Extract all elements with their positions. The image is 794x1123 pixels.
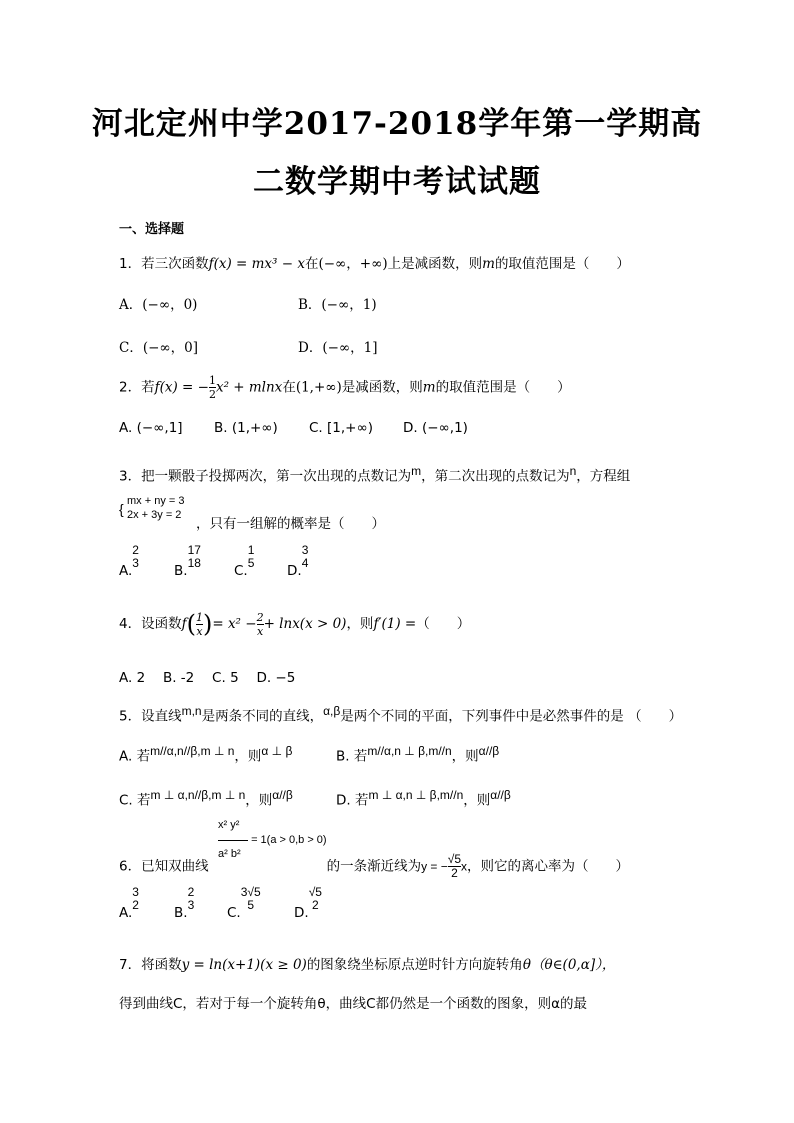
q5-option-a [119,744,292,765]
q5-b-label: B. 若 [336,748,368,765]
question-7-line-2: 得到曲线C，若对于每一个旋转角θ，曲线C都仍然是一个函数的图象，则α的最 [119,996,588,1012]
title-line-1: 河北定州中学2017-2018学年第一学期高 [91,106,703,142]
q6-post: ，则它的离心率为（ ） [467,858,630,875]
q6-option-c [227,885,261,921]
q3-c-d: 5 [247,556,255,570]
q5-option-b [336,744,499,765]
question-3 [119,464,630,485]
q3-b-n: 17 [187,543,201,557]
q3-line2: ，只有一组解的概率是（ ） [196,516,385,532]
q5-b-cond: m//α,n ⊥ β,m//n [367,744,452,758]
q2-fraction [209,374,216,401]
q1-mid: 在 [304,256,319,272]
q1-func: f(x) = mx³ − x [208,256,305,272]
q3-option-c-label: C. [234,563,248,579]
q4-func: f [181,616,187,632]
q6-c-d: 5 [247,898,255,912]
q6-b-frac [188,886,195,912]
q6-c-frac [241,886,261,912]
q6-a-label: A. [119,905,133,921]
q5-d-mid: ，则 [463,792,491,809]
q5-option-c [119,788,293,809]
q4-arg-frac [196,611,203,638]
question-1 [119,252,630,272]
q6-hyper-mid-row [218,833,343,847]
q2-interval: (1,+∞) [295,379,342,396]
q4-options: A. 2 B. -2 C. 5 D. −5 [119,670,296,686]
q1-option-b: B．(−∞，1) [298,297,377,313]
question-7 [119,953,615,973]
q1-option-d: D．(−∞，1] [298,340,378,356]
q3-n: n [569,464,577,478]
q6-b-d: 3 [187,898,195,912]
q7-mid: 的图象绕坐标原点逆时针方向旋转角 [306,957,523,973]
q6-asym: y = − [421,859,448,874]
q2-func-right: x² + mlnx [215,379,283,396]
q6-d-frac [309,886,322,912]
q2-post: 是减函数，则 [341,379,423,396]
q5-mid: 是两条不同的直线， [201,708,324,725]
q3-option-c [234,543,255,579]
q6-frac-bar [218,840,248,841]
q2-mid: 在 [282,379,296,396]
q4-rhs2: + lnx(x > 0) [263,616,347,632]
question-6 [119,853,629,880]
q4-paren-open: ( [186,610,196,638]
q4-rhs-n: 2 [256,610,264,624]
q6-option-a [119,885,139,921]
q1-end: 的取值范围是（ ） [494,256,630,272]
question-5 [119,704,682,725]
q6-a-frac [132,886,139,912]
q6-asym-d: 2 [448,866,461,880]
q2-option-b: B. (1,+∞) [214,420,278,436]
q3-brace: { [119,501,124,517]
q1-option-a: A．(−∞，0) [119,297,198,313]
q1-interval: (−∞，+∞) [318,256,388,272]
q2-func-left: f(x) = − [154,379,209,396]
q6-d-n: √5 [308,885,322,899]
q6-option-b [174,885,195,921]
q4-post: ，则 [346,616,374,632]
q3-c-n: 1 [247,543,255,557]
q7-func: y = ln(x+1)(x ≥ 0) [181,957,307,973]
q4-rhs-d: x [256,624,264,638]
q2-frac-d: 2 [208,388,216,401]
q6-hyper-mid: = 1(a > 0,b > 0) [251,834,327,846]
q6-c-label: C. [227,905,241,921]
q1-pre: 1．若三次函数 [119,256,209,272]
q5-b-mid: ，则 [451,748,479,765]
q2-option-c: C. [1,+∞) [309,420,373,436]
q3-option-a [119,543,139,579]
q3-option-c-frac [248,544,255,570]
q3-a-n: 2 [132,543,139,557]
q3-option-a-label: A. [119,563,133,579]
q5-mn: m,n [181,704,202,718]
q5-a-mid: ，则 [234,748,262,765]
question-4 [119,610,470,638]
q3-option-d-label: D. [287,563,302,579]
q5-ab: α,β [323,704,341,718]
q1-post: 上是减函数，则 [387,256,483,272]
q2-var: m [422,379,436,396]
q6-d-label: D. [294,905,309,921]
q5-c-cond: m ⊥ α,n//β,m ⊥ n [150,788,246,802]
q4-deriv: f′(1) = [373,616,417,632]
q1-option-c: C．(−∞，0] [119,340,199,356]
q5-d-res: α//β [490,788,511,802]
q5-a-res: α ⊥ β [261,744,293,758]
q5-pre: 5．设直线 [119,708,182,725]
q2-frac-n: 1 [208,374,216,387]
q6-mid: 的一条渐近线为 [326,858,422,875]
q3-line1c: ，方程组 [576,468,631,485]
q5-a-label: A. 若 [119,748,151,765]
q6-a-n: 3 [132,885,139,899]
q3-option-a-frac [132,544,139,570]
q3-option-b-label: B. [174,563,188,579]
q3-b-d: 18 [187,556,201,570]
q3-eq2: 2x + 3y = 2 [127,509,182,521]
q4-pre: 4．设函数 [119,616,182,632]
q4-rhs-frac [257,611,264,638]
q5-d-label: D. 若 [336,792,369,809]
q3-d-n: 3 [301,543,309,557]
q4-arg-d: x [196,624,203,638]
q3-option-d-frac [302,544,309,570]
q4-rhs1: = x² − [212,616,257,632]
q6-a-d: 2 [132,898,139,912]
q6-asym-frac [448,853,461,880]
q6-asym-n: √5 [447,852,462,866]
q2-option-d: D. (−∞,1) [403,420,468,436]
q3-option-d [287,543,309,579]
q2-pre: 2．若 [119,379,155,396]
q5-c-label: C. 若 [119,792,151,809]
q3-equation-system [119,494,184,522]
q6-option-d [294,885,322,921]
title-line-2: 二数学期中考试试题 [253,164,541,200]
q6-b-label: B. [174,905,188,921]
q3-option-b [174,543,201,579]
q4-paren-close: ) [202,610,213,638]
q6-asym-x: x [461,859,468,874]
q6-b-n: 2 [187,885,195,899]
q4-end: （ ） [416,616,471,632]
q1-var: m [482,256,495,272]
q6-d-d: 2 [311,898,319,912]
q2-option-a: A. (−∞,1] [119,420,183,436]
q5-option-d [336,788,511,809]
q3-eq1: mx + ny = 3 [127,495,185,507]
q7-pre: 7．将函数 [119,957,182,973]
q5-d-cond: m ⊥ α,n ⊥ β,m//n [368,788,464,802]
q5-c-res: α//β [272,788,293,802]
q5-a-cond: m//α,n//β,m ⊥ n [150,744,235,758]
q5-post: 是两个不同的平面，下列事件中是必然事件的是 （ ） [340,708,683,725]
q6-hyper-top: x² y² [218,819,240,831]
q6-pre: 6．已知双曲线 [119,858,209,875]
q3-line1: 3．把一颗骰子投掷两次，第一次出现的点数记为 [119,468,412,485]
q3-a-d: 3 [132,556,139,570]
section-heading: 一、选择题 [119,222,185,237]
q5-b-res: α//β [478,744,500,758]
q6-hyper-bot: a² b² [218,848,241,860]
q3-d-d: 4 [301,556,309,570]
question-2 [119,374,571,401]
q3-line1b: ，第二次出现的点数记为 [421,468,570,485]
q2-end: 的取值范围是（ ） [435,379,571,396]
q6-c-n: 3√5 [240,885,261,899]
q7-theta: θ（θ∈(0,α]）， [522,957,616,973]
q3-m: m [411,464,422,478]
q5-c-mid: ，则 [245,792,273,809]
q4-arg-n: 1 [195,610,203,624]
q3-option-b-frac [188,544,201,570]
